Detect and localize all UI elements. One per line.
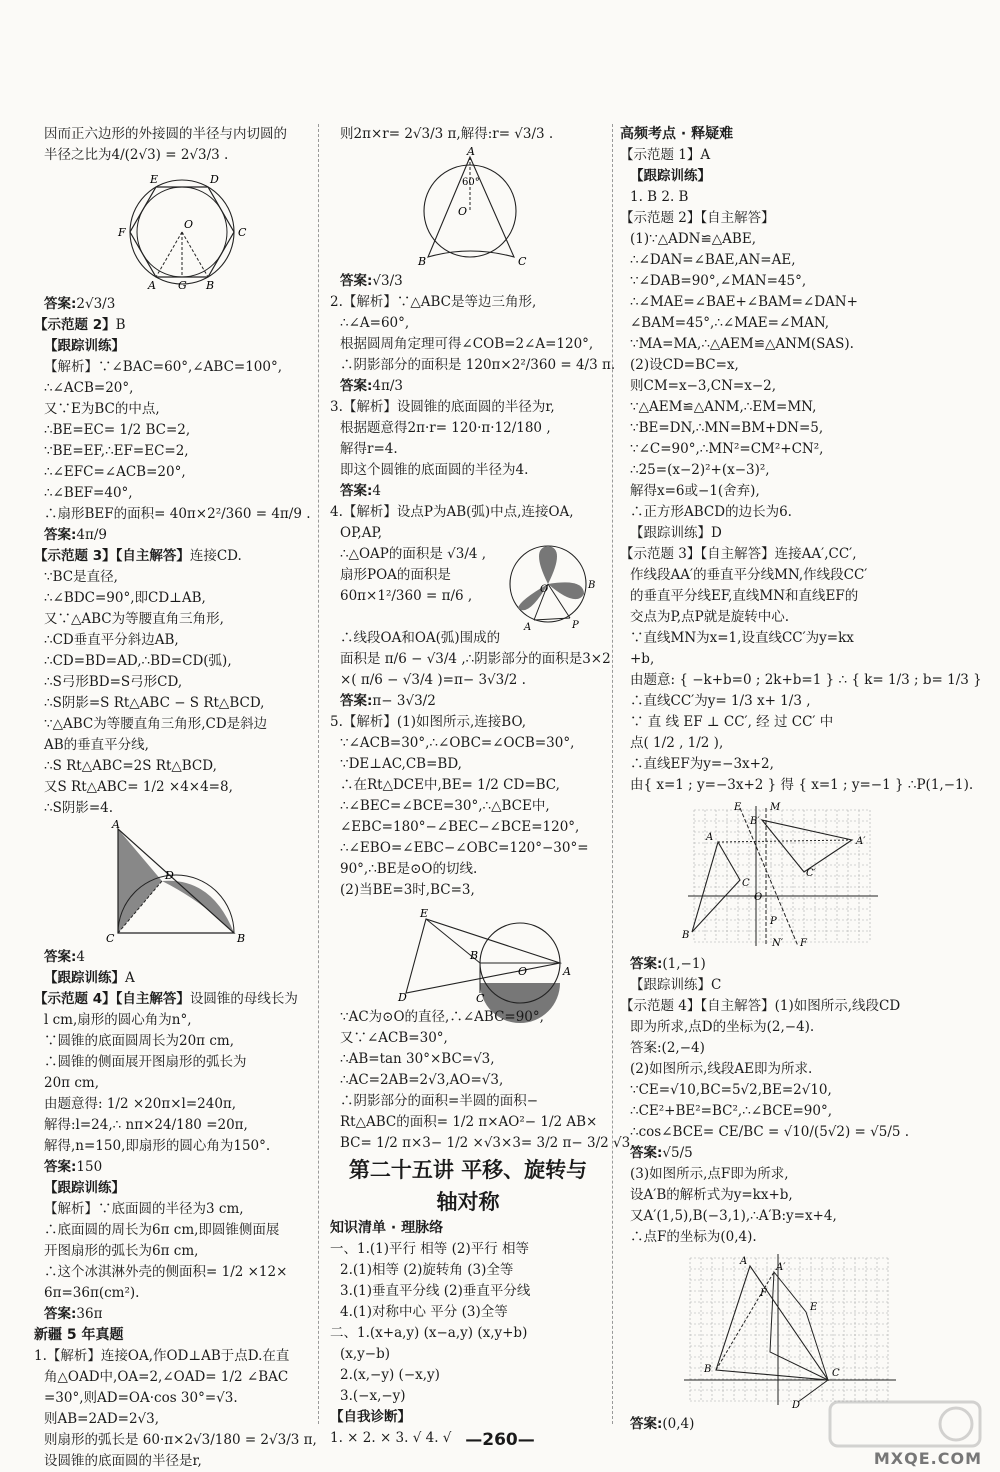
circ-label: C — [518, 255, 527, 268]
tracking-label: 【跟踪训练】 — [630, 168, 711, 184]
hex-label: C — [238, 226, 247, 239]
text-line: ∵DE⊥AC,CB=BD, — [340, 756, 462, 772]
text-line: 【解析】∵底面圆的半径为3 cm, — [44, 1201, 244, 1217]
self-check-answers: 1. × 2. × 3. √ 4. √ — [330, 1430, 452, 1446]
text-line: 交点为P,点P就是旋转中心. — [630, 609, 790, 625]
column-divider — [318, 124, 319, 1424]
text-line: =30°,则AD=OA·cos 30°=√3. — [44, 1390, 238, 1406]
text-line: ∵AC为⊙O的直径,∴∠ABC=90°, — [340, 1009, 544, 1025]
leaf-label: P — [572, 620, 579, 631]
leaf-label: A — [524, 622, 532, 633]
grid1-label: C′ — [806, 868, 816, 879]
hex-label: B — [206, 279, 215, 292]
column-left — [34, 124, 317, 1472]
text-line: ∠EBC=180°−∠BEC−∠BCE=120°, — [340, 819, 580, 835]
answer: 答案:(1,−1) — [630, 956, 706, 972]
text-line: ∴∠DAN=∠BAE,AN=AE, — [630, 252, 796, 268]
text-line: ∵∠ACB=30°,∴∠OBC=∠OCB=30°, — [340, 735, 575, 751]
triangle-figure — [34, 818, 310, 945]
circ-label: 60° — [462, 177, 480, 188]
text-line: ∵圆锥的底面圆周长为20π cm, — [44, 1033, 234, 1049]
text-line: ∴CE²+BE²=BC²,∴∠BCE=90°, — [630, 1103, 832, 1119]
section-frequent: 高频考点 · 释疑难 — [620, 126, 734, 142]
text-line: 即这个圆锥的底面圆的半径为4. — [340, 462, 529, 478]
answer: 答案:π− 3√3/2 — [340, 693, 436, 709]
text-line: ∴BE=EC= 1/2 BC=2, — [44, 422, 191, 438]
grid2-label: F — [760, 1288, 767, 1299]
text-line: 解得:l=24,∴ nπ×24/180 =20π, — [44, 1117, 248, 1133]
text-line: 由{ x=1 ; y=−3x+2 } 得 { x=1 ; y=−1 } ∴P(1,−1). — [630, 777, 974, 793]
text-line: AB的垂直平分线, — [44, 737, 149, 753]
text-line: ∴点F的坐标为(0,4). — [630, 1229, 757, 1245]
grid-figure-rotation — [620, 800, 910, 950]
grid1-label: A — [706, 832, 714, 843]
answer: 答案:36π — [44, 1306, 103, 1322]
leaf-block — [330, 544, 606, 633]
grid2-label: D — [792, 1400, 801, 1411]
grid1-label: N′ — [772, 938, 784, 949]
text-line: 又S Rt△ABC= 1/2 ×4×4=8, — [44, 779, 233, 795]
text-line: 则CM=x−3,CN=x−2, — [630, 378, 777, 394]
example-2: 【示范题 2】B — [34, 317, 126, 333]
hex-label: O — [184, 218, 194, 231]
hex-label: A — [148, 279, 156, 292]
example-3: 【示范题 3】【自主解答】连接CD. — [34, 548, 242, 564]
text-line: 3.(−x,−y) — [340, 1388, 406, 1404]
semi-label: C — [476, 992, 485, 1005]
text-line: 答案:(2,−4) — [630, 1040, 705, 1056]
text-line: ∴圆锥的侧面展开图扇形的弧长为 — [44, 1054, 247, 1070]
text-line: 解得r=4. — [340, 441, 398, 457]
grid1-label: P — [770, 916, 777, 927]
grid1-label: C — [742, 878, 750, 889]
text-line: ∴△OAP的面积是 √3/4 , — [340, 546, 487, 562]
text-line: 【示范题 2】【自主解答】 — [620, 210, 775, 226]
text-line: OP,AP, — [340, 525, 383, 541]
text-line: ∵BC是直径, — [44, 569, 118, 585]
circ-label: O — [458, 205, 468, 218]
text-line: 【示范题 4】【自主解答】(1)如图所示,线段CD — [620, 998, 901, 1014]
hex-label: G — [178, 279, 187, 292]
text-line: ∴∠BEF=40°, — [44, 485, 133, 501]
text-line: 根据圆周角定理可得∠COB=2∠A=120°, — [340, 336, 594, 352]
semi-label: A — [563, 965, 571, 978]
text-line: ∴∠A=60°, — [340, 315, 410, 331]
text-line: ∴扇形BEF的面积= 40π×2²/360 = 4π/9 . — [44, 506, 311, 522]
grid1-label: F — [800, 938, 807, 949]
text-line: 6π=36π(cm²). — [44, 1285, 140, 1301]
semi-label: E — [420, 907, 429, 920]
self-check-label: 【自我诊断】 — [330, 1409, 411, 1425]
text-line: ∴25=(x−2)²+(x−3)², — [630, 462, 770, 478]
text-line: 【跟踪训练】D — [630, 525, 722, 541]
column-right — [620, 124, 982, 1435]
text-line: ∵ 直 线 EF ⊥ CC′, 经 过 CC′ 中 — [630, 714, 834, 730]
tracking-label: 【跟踪训练】 — [44, 1180, 125, 1196]
example-4: 【示范题 4】【自主解答】设圆锥的母线长为 — [34, 991, 298, 1007]
text-line: ∴AB=tan 30°×BC=√3, — [340, 1051, 495, 1067]
text-line: +b, — [630, 651, 655, 667]
text-line: 解得,n=150,即扇形的圆心角为150°. — [44, 1138, 271, 1154]
grid2-label: C — [832, 1368, 840, 1379]
text-line: ∵∠C=90°,∴MN²=CM²+CN², — [630, 441, 824, 457]
text-line: 则2π×r= 2√3/3 π,解得:r= √3/3 . — [340, 126, 554, 142]
answer: 答案:4 — [340, 483, 381, 499]
tracking: 【跟踪训练】A — [44, 970, 135, 986]
grid-figure-coordinates — [620, 1252, 910, 1410]
text-line: ×( π/6 − √3/4 )=π− 3√3/2 . — [340, 672, 526, 688]
text-line: ∴∠BDC=90°,即CD⊥AB, — [44, 590, 206, 606]
text-line: ∴S阴影=4. — [44, 800, 114, 816]
text-line: ∴∠BEC=∠BCE=30°,∴△BCE中, — [340, 798, 550, 814]
text-line: 扇形POA的面积是 — [340, 567, 451, 583]
lesson-title: 第二十五讲 平移、旋转与 — [348, 1158, 588, 1182]
text-line: ∴∠EBO=∠EBC−∠OBC=120°−30°= — [340, 840, 589, 856]
text-line: ∴∠MAE=∠BAE+∠BAM=∠DAN+ — [630, 294, 858, 310]
text-line: ∴S弓形BD=S弓形CD, — [44, 674, 183, 690]
section-real-exams: 新疆 5 年真题 — [34, 1327, 124, 1343]
text-line: 由题意得: 1/2 ×20π×l=240π, — [44, 1096, 237, 1112]
answer: 答案:150 — [44, 1159, 103, 1175]
column-middle — [330, 124, 635, 1449]
text-line: ∴底面圆的周长为6π cm,即圆锥侧面展 — [44, 1222, 280, 1238]
answer: 答案:4π/9 — [44, 527, 108, 543]
text-line: 因而正六边形的外接圆的半径与内切圆的 — [44, 126, 287, 142]
text-line: ∴∠EFC=∠ACB=20°, — [44, 464, 186, 480]
answer: 答案:(0,4) — [630, 1416, 695, 1432]
text-line: 由题意: { −k+b=0 ; 2k+b=1 } ∴ { k= 1/3 ; b= 1/3 } — [630, 672, 982, 688]
text-line: ∵MA=MA,∴△AEM≌△ANM(SAS). — [630, 336, 854, 352]
semicircle-figure — [330, 905, 606, 1003]
grid1-label: A′ — [856, 836, 866, 847]
grid2-label: B — [704, 1364, 712, 1375]
text-line: 3.【解析】设圆锥的底面圆的半径为r, — [330, 399, 555, 415]
text-line: 根据题意得2π·r= 120·π·12/180 , — [340, 420, 551, 436]
text-line: 【示范题 1】A — [620, 147, 711, 163]
text-line: 4.【解析】设点P为AB(弧)中点,连接OA, — [330, 504, 574, 520]
text-line: (2)设CD=BC=x, — [630, 357, 739, 373]
text-line: 5.【解析】(1)如图所示,连接BO, — [330, 714, 527, 730]
text-line: 【示范题 3】【自主解答】连接AA′,CC′, — [620, 546, 857, 562]
text-line: 点( 1/2 , 1/2 ), — [630, 735, 724, 751]
text-line: 【解析】∵∠BAC=60°,∠ABC=100°, — [44, 359, 283, 375]
text-line: ∴阴影部分的面积=半圆的面积− — [340, 1093, 539, 1109]
text-line: (x,y−b) — [340, 1346, 391, 1362]
leaf-label: B — [588, 580, 596, 591]
text-line: 面积是 π/6 − √3/4 ,∴阴影部分的面积是3×2 — [340, 651, 611, 667]
text-line: ∴正方形ABCD的边长为6. — [630, 504, 792, 520]
text-line: 90°,∴BE是⊙O的切线. — [340, 861, 478, 877]
text-line: 开图扇形的弧长为6π cm, — [44, 1243, 199, 1259]
text-line: BC= 1/2 π×3− 1/2 ×√3×3= 3/2 π− 3/2 √3. — [340, 1135, 635, 1151]
tri-label: D — [165, 869, 174, 882]
hex-label: F — [118, 226, 126, 239]
text-line: 2.(1)相等 (2)旋转角 (3)全等 — [340, 1262, 514, 1278]
grid1-label: E — [734, 802, 742, 813]
text-line: 的垂直平分线EF,直线MN和直线EF的 — [630, 588, 859, 604]
text-line: ∵CE=√10,BC=5√2,BE=2√10, — [630, 1082, 832, 1098]
text-line: ∴这个冰淇淋外壳的侧面积= 1/2 ×12× — [44, 1264, 288, 1280]
text-line: 二、1.(x+a,y) (x−a,y) (x,y+b) — [330, 1325, 528, 1341]
semi-label: O — [518, 965, 528, 978]
text-line: ∴CD=BD=AD,∴BD=CD(弧), — [44, 653, 232, 669]
text-line: ∴S Rt△ABC=2S Rt△BCD, — [44, 758, 217, 774]
text-line: 角△OAD中,OA=2,∠OAD= 1/2 ∠BAC — [44, 1369, 289, 1385]
text-line: ∴S阴影=S Rt△ABC − S Rt△BCD, — [44, 695, 265, 711]
text-line: l cm,扇形的圆心角为n°, — [44, 1012, 192, 1028]
answer: 答案:2√3/3 — [44, 296, 116, 312]
grid1-label: B — [682, 930, 690, 941]
text-line: 即为所求,点D的坐标为(2,−4). — [630, 1019, 815, 1035]
hex-label: E — [150, 173, 159, 186]
watermark-text: MXQE.COM — [873, 1449, 982, 1468]
text-line: ∵BE=DN,∴MN=BM+DN=5, — [630, 420, 824, 436]
text-line: 作线段AA′的垂直平分线MN,作线段CC′ — [630, 567, 868, 583]
text-line: (2)如图所示,线段AE即为所求. — [630, 1061, 813, 1077]
text-line: ∵直线MN为x=1,设直线CC′为y=kx — [630, 630, 854, 646]
text-line: 又∵∠ACB=30°, — [340, 1030, 448, 1046]
grid1-label: O — [754, 892, 763, 903]
text-line: ∴cos∠BCE= CE/BC = √10/(5√2) = √5/5 . — [630, 1124, 910, 1140]
text-line: ∵∠DAB=90°,∠MAN=45°, — [630, 273, 807, 289]
text-line: 1.【解析】连接OA,作OD⊥AB于点D.在直 — [34, 1348, 290, 1364]
answer: 答案:4π/3 — [340, 378, 404, 394]
grid1-label: B′ — [750, 816, 760, 827]
grid2-label: A — [740, 1256, 748, 1267]
leaf-label: O — [540, 584, 549, 595]
column-divider — [612, 124, 613, 1424]
text-line: 一、1.(1)平行 相等 (2)平行 相等 — [330, 1241, 529, 1257]
text-line: 又∵E为BC的中点, — [44, 401, 160, 417]
text-line: 解得x=6或−1(舍弃), — [630, 483, 760, 499]
text-line: (3)如图所示,点F即为所求, — [630, 1166, 789, 1182]
text-line: ∴线段OA和OA(弧)围成的 — [340, 630, 501, 646]
text-line: 20π cm, — [44, 1075, 99, 1091]
text-line: 2.(x,−y) (−x,y) — [340, 1367, 440, 1383]
grid2-label: E — [810, 1302, 818, 1313]
three-leaf-figure — [500, 538, 600, 634]
text-line: 设圆锥的底面圆的半径是r, — [44, 1453, 202, 1469]
tracking-label: 【跟踪训练】 — [44, 338, 125, 354]
text-line: ∵△ABC为等腰直角三角形,CD是斜边 — [44, 716, 268, 732]
text-line: ∴直线CC′为y= 1/3 x+ 1/3 , — [630, 693, 811, 709]
tri-label: A — [112, 818, 120, 831]
text-line: (2)当BE=3时,BC=3, — [340, 882, 475, 898]
text-line: ∴阴影部分的面积是 120π×2²/360 = 4/3 π. — [340, 357, 616, 373]
text-line: 则扇形的弧长是 60·π×2√3/180 = 2√3/3 π, — [44, 1432, 317, 1448]
text-line: ∴直线EF为y=−3x+2, — [630, 756, 774, 772]
text-line: 【跟踪训练】C — [630, 977, 722, 993]
text-line: ∴AC=2AB=2√3,AO=√3, — [340, 1072, 504, 1088]
text-line: ∠BAM=45°,∴∠MAE=∠MAN, — [630, 315, 830, 331]
hexagon-figure — [34, 170, 310, 290]
circ-label: B — [418, 255, 427, 268]
text-line: 半径之比为4/(2√3) = 2√3/3 . — [44, 147, 229, 163]
answer: 答案:√3/3 — [340, 273, 403, 289]
text-line: Rt△ABC的面积= 1/2 π×AO²− 1/2 AB× — [340, 1114, 598, 1130]
section-knowledge: 知识清单 · 理脉络 — [330, 1220, 444, 1236]
text-line: 3.(1)垂直平分线 (2)垂直平分线 — [340, 1283, 531, 1299]
text-line: ∴在Rt△DCE中,BE= 1/2 CD=BC, — [340, 777, 560, 793]
lesson-title: 轴对称 — [436, 1190, 500, 1214]
answer: 答案:√5/5 — [630, 1145, 693, 1161]
tri-label: C — [106, 932, 115, 945]
text-line: 1. B 2. B — [630, 189, 689, 205]
hex-label: D — [210, 173, 219, 186]
text-line: 则AB=2AD=2√3, — [44, 1411, 160, 1427]
text-line: 2.【解析】∵△ABC是等边三角形, — [330, 294, 537, 310]
grid2-label: A′ — [776, 1262, 786, 1273]
text-line: ∵△AEM≌△ANM,∴EM=MN, — [630, 399, 817, 415]
text-line: ∴∠ACB=20°, — [44, 380, 134, 396]
answer: 答案:4 — [44, 949, 85, 965]
circle-sector-figure — [330, 145, 606, 268]
text-line: 4.(1)对称中心 平分 (3)全等 — [340, 1304, 508, 1320]
text-line: ∵BE=EF,∴EF=EC=2, — [44, 443, 189, 459]
text-line: 又A′(1,5),B(−3,1),∴A′B:y=x+4, — [630, 1208, 837, 1224]
text-line: (1)∵△ADN≌△ABE, — [630, 231, 756, 247]
semi-label: D — [398, 991, 407, 1004]
text-line: 60π×1²/360 = π/6 , — [340, 588, 473, 604]
text-line: ∴CD垂直平分斜边AB, — [44, 632, 179, 648]
text-line: 设A′B的解析式为y=kx+b, — [630, 1187, 793, 1203]
page-number: —260— — [465, 1430, 535, 1450]
grid1-label: M — [770, 802, 781, 813]
semi-label: B — [470, 949, 479, 962]
tri-label: B — [237, 932, 246, 945]
text-line: 又∵△ABC为等腰直角三角形, — [44, 611, 224, 627]
circ-label: A — [467, 145, 475, 158]
